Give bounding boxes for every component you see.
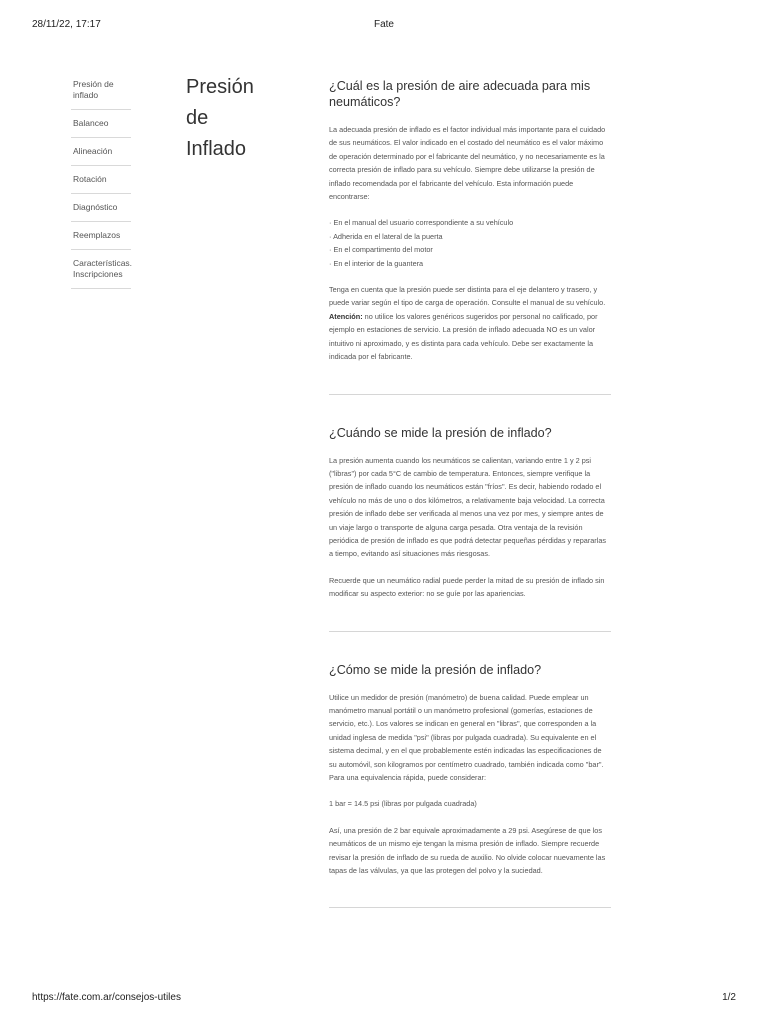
section-paragraph: Recuerde que un neumático radial puede perder la mitad de su presión de inflado sin modificar su aspecto exterior: no se guíe por las apariencias. xyxy=(329,575,605,599)
sidebar-item-label: Balanceo xyxy=(73,118,109,128)
page-number: 1/2 xyxy=(722,992,736,1003)
sidebar-item-label: Características. Inscripciones xyxy=(73,258,133,279)
sidebar-item-label: Diagnóstico xyxy=(73,202,118,212)
conversion-formula: 1 bar = 14.5 psi (libras por pulgada cuadrada) xyxy=(329,799,477,809)
sidebar-item-label: Alineación xyxy=(73,146,113,156)
section-paragraph: La adecuada presión de inflado es el factor individual más importante para el cuidado de sus neumáticos. El valor indicado en el costado del neumático es el valor máximo de operación determinado por el fabricante del neumático, y no necesariamente es la correcta presión de inflado para su vehículo. Siempre debe utilizarse la presión de inflado recomendada por el fabricante del vehículo. Esta información puede encontrarse: xyxy=(329,125,606,202)
sidebar-item-label: Reemplazos xyxy=(73,230,121,240)
section-heading: ¿Cuándo se mide la presión de inflado? xyxy=(329,425,552,440)
section-como-medir xyxy=(329,662,611,909)
section-paragraph: Utilice un medidor de presión (manómetro) de buena calidad. Puede emplear un manómetro manual portátil o un manómetro profesional (gomerías, estaciones de servicio, etc.). Los valores se indican en general en "libras", que corresponden a la unidad inglesa de medida "psi" (libras por pulgada cuadrada). Su equivalente en el sistema decimal, y en el que probablemente estén indicadas las especificaciones de su automóvil, son kilogramos por centímetro cuadrado, también indicada como "bar". Para una equivalencia rápida, puede considerar: xyxy=(329,692,604,782)
sidebar-item-balanceo[interactable] xyxy=(71,110,131,138)
sidebar-nav xyxy=(71,70,131,289)
page-title-line: Inflado xyxy=(186,138,247,160)
print-title: Fate xyxy=(373,19,394,30)
section-heading: ¿Cómo se mide la presión de inflado? xyxy=(329,662,542,677)
sidebar-item-label: Presión de inflado xyxy=(73,79,114,100)
page-title-line: Presión xyxy=(186,76,254,98)
page-title xyxy=(186,72,306,165)
sidebar-item-label: Rotación xyxy=(73,174,107,184)
paragraph-text: Tenga en cuenta que la presión puede ser distinta para el eje delantero y trasero, y puede variar según el tipo de carga de operación. Consulte el manual de su vehículo. xyxy=(329,285,606,308)
sidebar-item-diagnostico[interactable] xyxy=(71,194,131,222)
paragraph-text: no utilice los valores genéricos sugeridos por personal no calificado, por ejemplo en estaciones de servicio. La presión de inflado adecuada NO es un valor intuitivo ni aproximado, y es distinta para cada vehículo. Debe ser exactamente la indicada por el fabricante. xyxy=(329,311,598,362)
location-list xyxy=(329,216,611,270)
print-url: https://fate.com.ar/consejos-utiles xyxy=(32,992,181,1003)
section-presion-adecuada xyxy=(329,78,611,395)
section-paragraph: Así, una presión de 2 bar equivale aproximadamente a 29 psi. Asegúrese de que los neumáticos de un mismo eje tengan la misma presión de inflado. Siempre recuerde revisar la presión de inflado de su rueda de auxilio. No olvide colocar nuevamente las tapas de las válvulas, ya que las protegen del polvo y la suciedad. xyxy=(329,825,606,876)
section-paragraph: La presión aumenta cuando los neumáticos se calientan, variando entre 1 y 2 psi ("libras") por cada 5°C de cambio de temperatura. Entonces, siempre verifique la presión de inflado cuando los neumáticos están "fríos". Es decir, habiendo rodado el vehículo no más de uno o dos kilómetros, a relativamente baja velocidad. La correcta presión de inflado debe ser verificada al menos una vez por mes, y siempre antes de un viaje largo o transporte de alguna carga pesada. Otra ventaja de la revisión periódica de presión de inflado es que podrá detectar pequeñas pérdidas y repararlas a tiempo, evitando así situaciones más riesgosas. xyxy=(329,455,607,559)
attention-label: Atención: xyxy=(329,311,363,321)
sidebar-item-rotacion[interactable] xyxy=(71,166,131,194)
section-cuando-medir xyxy=(329,425,611,632)
list-item: · En el compartimento del motor xyxy=(329,243,611,256)
print-date: 28/11/22, 17:17 xyxy=(32,19,101,30)
list-item: · En el manual del usuario correspondiente a su vehículo xyxy=(329,216,611,229)
list-item: · En el interior de la guantera xyxy=(329,257,611,270)
main-content xyxy=(329,78,611,908)
page-title-line: de xyxy=(186,107,209,129)
list-item: · Adherida en el lateral de la puerta xyxy=(329,230,611,243)
sidebar-item-alineacion[interactable] xyxy=(71,138,131,166)
sidebar-item-reemplazos[interactable] xyxy=(71,222,131,250)
print-header xyxy=(0,19,768,33)
sidebar-item-caracteristicas[interactable] xyxy=(71,250,131,289)
print-footer xyxy=(0,992,768,1006)
section-paragraph xyxy=(329,283,611,363)
section-heading: ¿Cuál es la presión de aire adecuada para mis neumáticos? xyxy=(329,79,591,109)
sidebar-item-presion[interactable] xyxy=(71,70,131,110)
